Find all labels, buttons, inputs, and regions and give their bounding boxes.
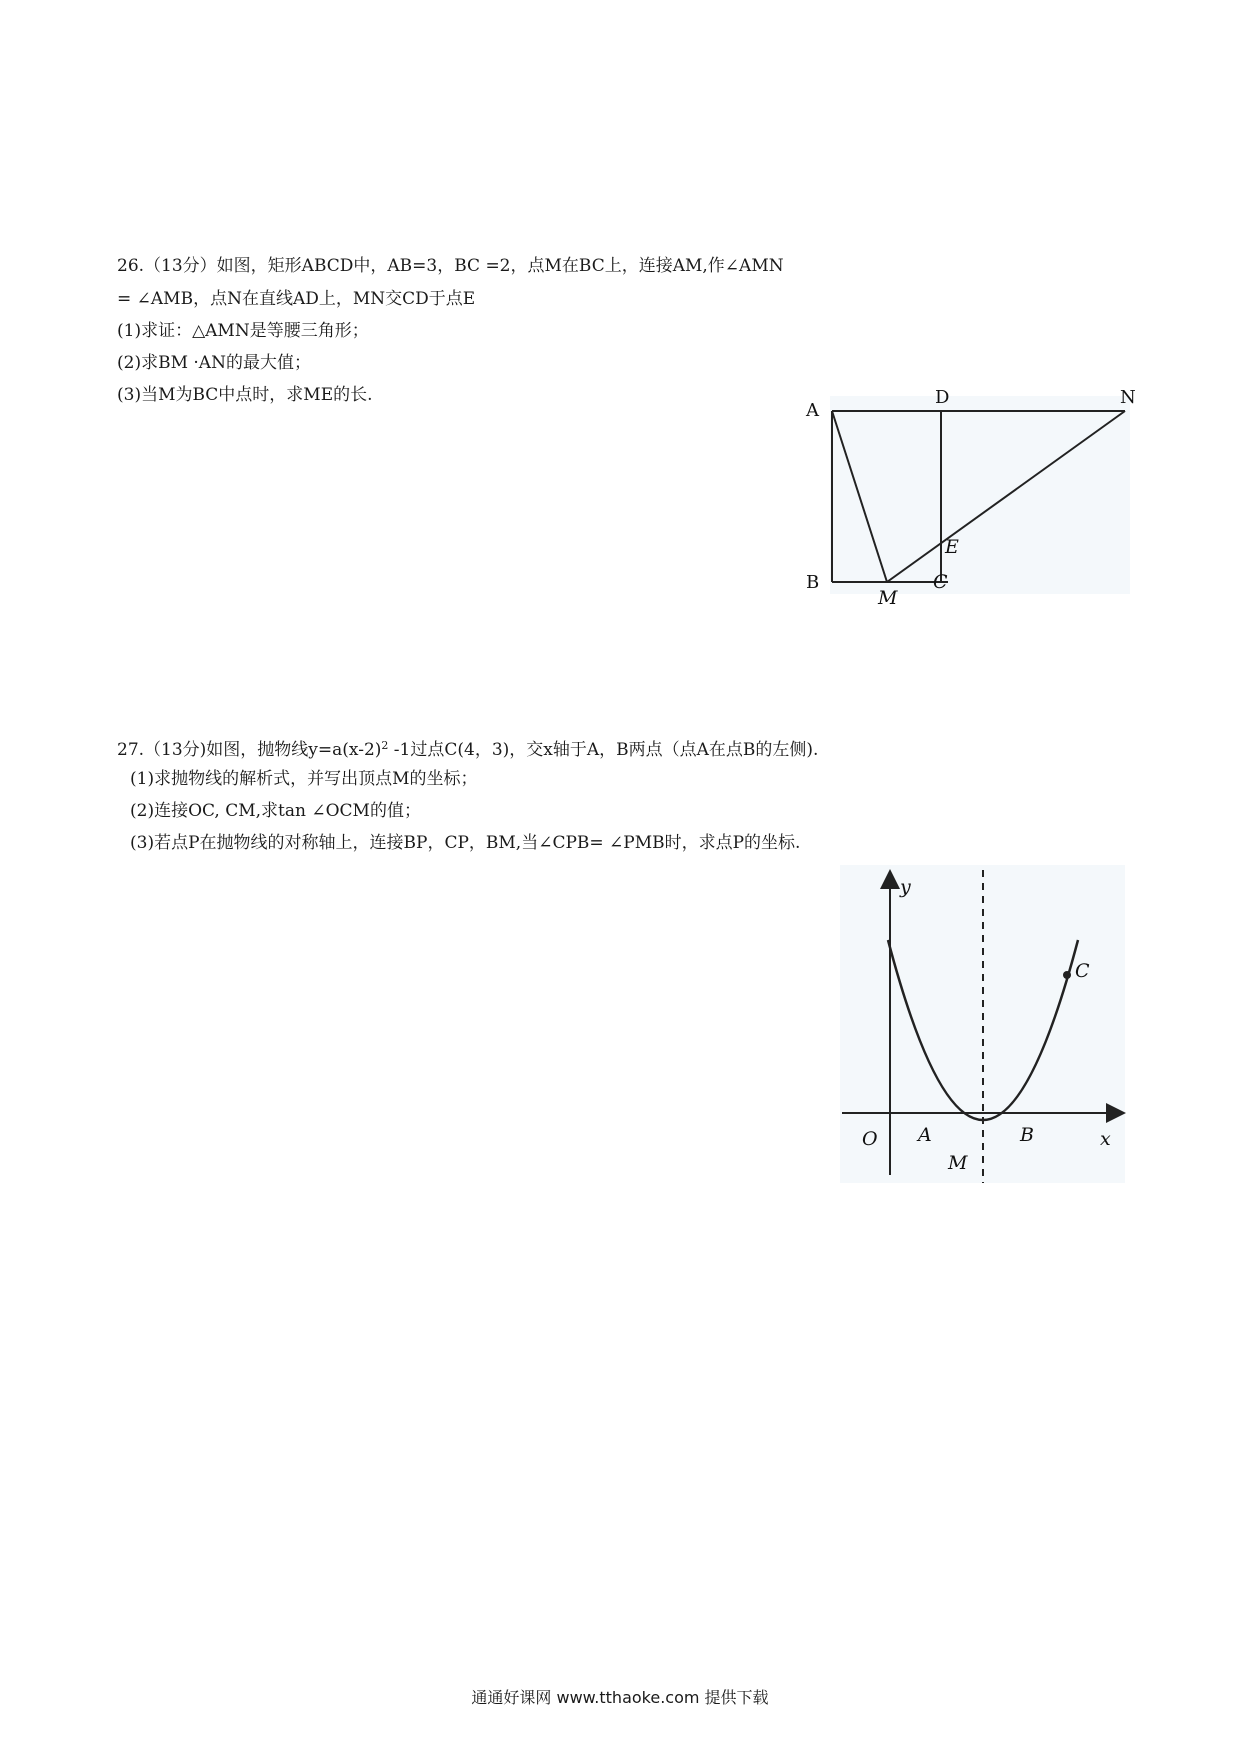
rectangle-figure — [800, 390, 1140, 610]
label-B: B — [1020, 1124, 1034, 1146]
label-O: O — [862, 1128, 878, 1150]
label-C: C — [1075, 960, 1090, 982]
problem-26-question-3: (3)当M为BC中点时，求ME的长. — [117, 385, 373, 405]
problem-26-line-1: 26.（13分）如图，矩形ABCD中，AB=3，BC =2，点M在BC上，连接AM,作∠AMN — [117, 256, 784, 276]
label-M: M — [948, 1152, 968, 1174]
exponent: 2 — [381, 739, 389, 752]
label-D: D — [935, 390, 950, 408]
label-x: x — [1100, 1128, 1111, 1150]
label-C: C — [933, 571, 948, 593]
problem-26-line-2: = ∠AMB，点N在直线AD上，MN交CD于点E — [117, 289, 476, 309]
label-B: B — [806, 572, 820, 593]
problem-27-line-1 — [117, 735, 818, 761]
label-y: y — [900, 876, 911, 898]
parabola-figure — [840, 865, 1130, 1185]
problem-27-question-1: (1)求抛物线的解析式，并写出顶点M的坐标； — [130, 769, 478, 789]
problem-27-question-2: (2)连接OC, CM,求tan ∠OCM的值； — [130, 801, 421, 821]
problem-27-line-1-end: -1过点C(4，3)，交x轴于A，B两点（点A在点B的左侧). — [388, 740, 819, 760]
label-N: N — [1120, 390, 1136, 408]
label-E: E — [945, 536, 959, 558]
label-M: M — [878, 587, 898, 609]
problem-26-question-1: (1)求证：△AMN是等腰三角形； — [117, 321, 369, 341]
problem-27-line-1-start: 27.（13分)如图，抛物线y=a(x-2) — [117, 740, 382, 760]
label-A: A — [918, 1124, 932, 1146]
problem-26-question-2: (2)求BM ·AN的最大值； — [117, 353, 311, 373]
footer-text: 通通好课网 www.tthaoke.com 提供下载 — [471, 1688, 769, 1707]
problem-27-question-3: (3)若点P在抛物线的对称轴上，连接BP，CP，BM,当∠CPB= ∠PMB时，求点P的坐标. — [130, 833, 801, 853]
label-A: A — [806, 400, 819, 421]
